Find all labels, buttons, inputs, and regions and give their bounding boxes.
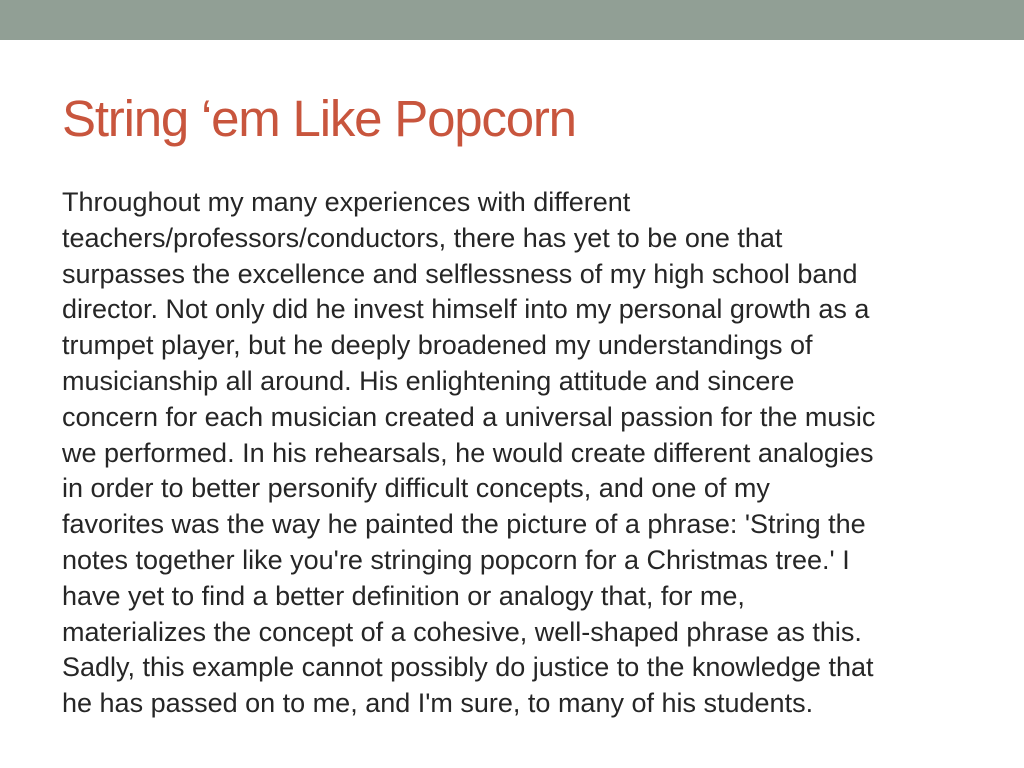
- body-line: we performed. In his rehearsals, he would create different analogies: [62, 437, 874, 468]
- body-line: concern for each musician created a universal passion for the music: [62, 401, 876, 432]
- body-line: musicianship all around. His enlightening attitude and sincere: [62, 365, 795, 396]
- body-line: director. Not only did he invest himself into my personal growth as a: [62, 294, 870, 325]
- body-line: in order to better personify difficult concepts, and one of my: [62, 473, 770, 504]
- slide-title: String ‘em Like Popcorn: [62, 90, 576, 147]
- body-line: favorites was the way he painted the picture of a phrase: 'String the: [62, 509, 866, 540]
- body-line: teachers/professors/conductors, there has yet to be one that: [62, 222, 783, 253]
- body-line: Sadly, this example cannot possibly do justice to the knowledge that: [62, 652, 874, 683]
- body-line: trumpet player, but he deeply broadened my understandings of: [62, 330, 813, 361]
- body-line: Throughout my many experiences with different: [62, 187, 631, 217]
- body-line: surpasses the excellence and selflessness of my high school band: [62, 258, 858, 289]
- body-line: have yet to find a better definition or analogy that, for me,: [62, 580, 745, 611]
- body-line: materializes the concept of a cohesive, well-shaped phrase as this.: [62, 616, 862, 647]
- body-line: he has passed on to me, and I'm sure, to many of his students.: [62, 688, 814, 719]
- slide-body-text: [62, 185, 977, 722]
- body-line: notes together like you're stringing popcorn for a Christmas tree.' I: [62, 544, 850, 575]
- header-band: [0, 0, 1024, 40]
